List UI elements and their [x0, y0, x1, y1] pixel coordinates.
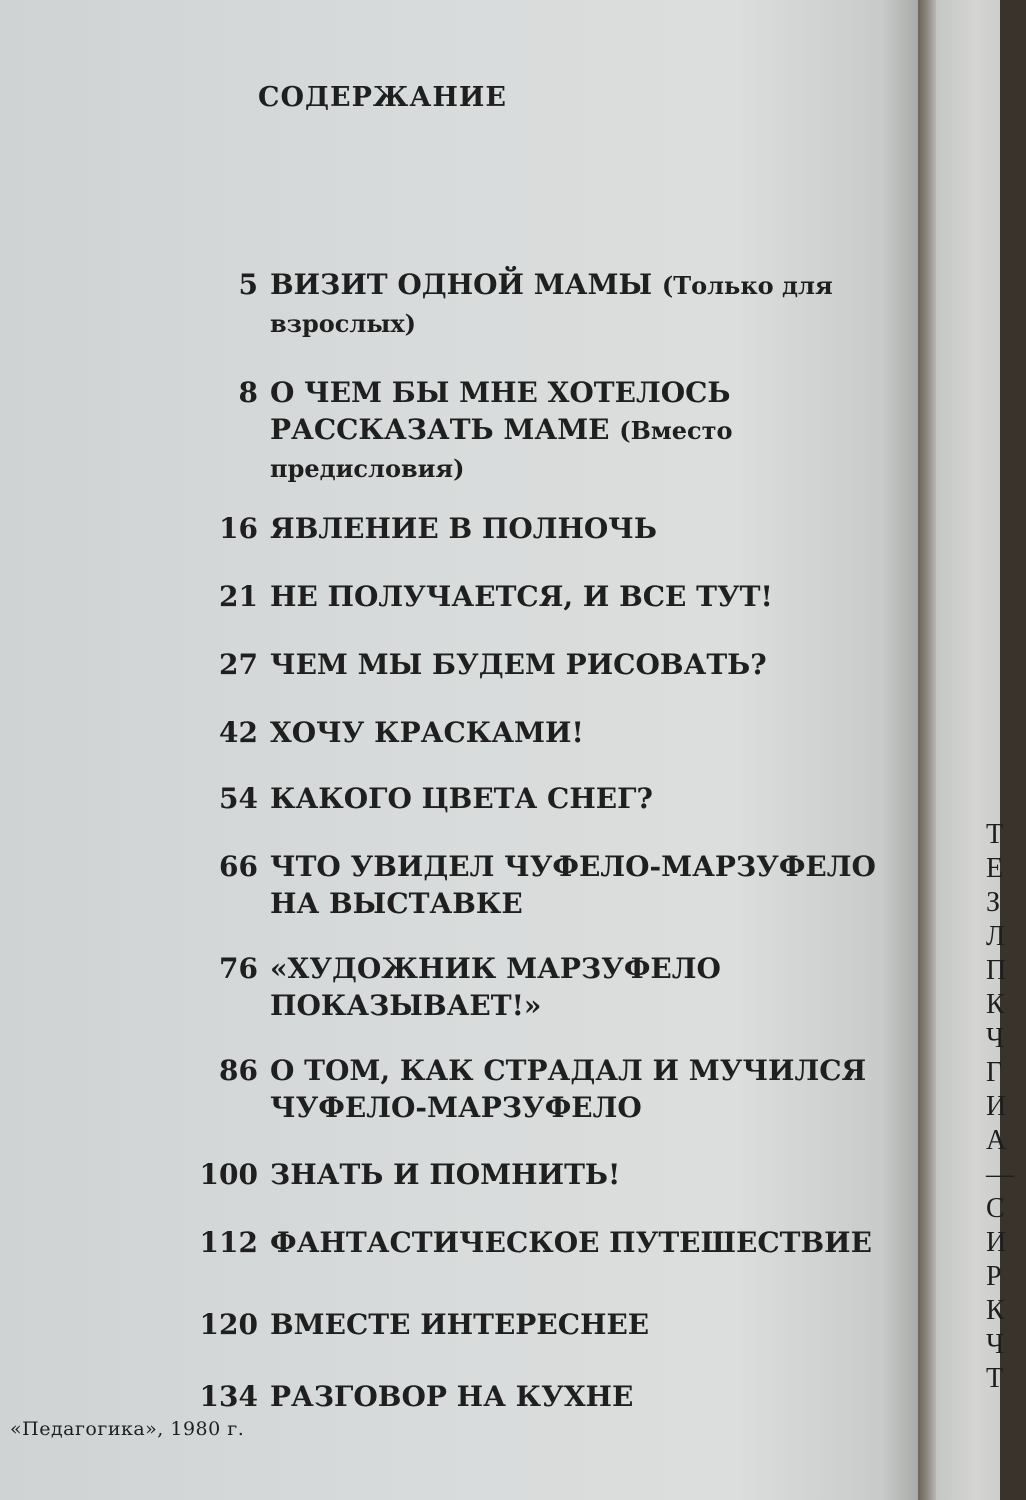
toc-page-number: 112 — [199, 1226, 258, 1259]
toc-entry — [190, 510, 880, 547]
facing-page-letter: Л — [986, 921, 1005, 952]
toc-title: НЕ ПОЛУЧАЕТСЯ, И ВСЕ ТУТ! — [270, 580, 773, 613]
toc-page-number: 120 — [199, 1308, 258, 1341]
toc-title: ФАНТАСТИЧЕСКОЕ ПУТЕШЕСТВИЕ — [270, 1226, 872, 1259]
facing-page-letter: И — [986, 1091, 1007, 1122]
facing-page-letter: Ч — [986, 1329, 1005, 1360]
page-title: СОДЕРЖАНИЕ — [258, 82, 507, 113]
facing-page-text — [986, 818, 1026, 1396]
toc-title: ЧЕМ МЫ БУДЕМ РИСОВАТЬ? — [270, 648, 767, 681]
toc-page-number: 16 — [219, 512, 258, 545]
toc-entry — [190, 1306, 880, 1343]
toc-entry — [190, 950, 880, 1024]
toc-title: О ТОМ, КАК СТРАДАЛ И МУЧИЛСЯ ЧУФЕЛО-МАРЗУФЕЛО — [270, 1054, 867, 1124]
facing-page-letter: К — [986, 989, 1005, 1020]
toc-entry — [190, 714, 880, 751]
toc-title: «ХУДОЖНИК МАРЗУФЕЛО ПОКАЗЫВАЕТ!» — [270, 952, 721, 1022]
facing-page-letter: З — [986, 887, 1001, 918]
toc-entry — [190, 780, 880, 817]
toc-entry — [190, 266, 880, 342]
toc-page-number: 76 — [219, 952, 258, 985]
facing-page-letter: Т — [986, 819, 1004, 850]
book-gutter — [918, 0, 936, 1500]
facing-page-letter: Т — [986, 1363, 1004, 1394]
toc-entry — [190, 848, 880, 922]
facing-page-letter: Р — [986, 1261, 1002, 1292]
toc-title: ЯВЛЕНИЕ В ПОЛНОЧЬ — [270, 512, 657, 545]
toc-page-number: 86 — [219, 1054, 258, 1087]
toc-page-number: 54 — [219, 782, 258, 815]
toc-entry — [190, 1224, 880, 1261]
facing-page-letter: П — [986, 955, 1007, 986]
toc-entry — [190, 578, 880, 615]
toc-page-number: 21 — [219, 580, 258, 613]
toc-page-number: 8 — [238, 376, 258, 409]
toc-title: О ЧЕМ БЫ МНЕ ХОТЕЛОСЬ РАССКАЗАТЬ МАМЕ (Вместо предисловия) — [270, 376, 733, 483]
toc-page-number: 5 — [238, 268, 258, 301]
toc-page-number: 66 — [219, 850, 258, 883]
toc-title: ЗНАТЬ И ПОМНИТЬ! — [270, 1158, 621, 1191]
toc-entry — [190, 1378, 880, 1415]
toc-entry — [190, 1156, 880, 1193]
toc-title: ХОЧУ КРАСКАМИ! — [270, 716, 584, 749]
facing-page-letter: И — [986, 1227, 1007, 1258]
publisher-imprint: «Педагогика», 1980 г. — [10, 1418, 245, 1440]
toc-page-number: 100 — [199, 1158, 258, 1191]
facing-page-letter: Ч — [986, 1023, 1005, 1054]
facing-page-letter: Е — [986, 853, 1004, 884]
toc-entry — [190, 646, 880, 683]
toc-page-number: 134 — [199, 1380, 258, 1413]
toc-entry — [190, 1052, 880, 1126]
toc-title: ЧТО УВИДЕЛ ЧУФЕЛО-МАРЗУФЕЛО НА ВЫСТАВКЕ — [270, 850, 876, 920]
facing-page-letter: — — [986, 1159, 1014, 1190]
toc-entry — [190, 374, 880, 487]
facing-page-letter: А — [986, 1125, 1007, 1156]
book-page-right — [936, 0, 1014, 1500]
toc-title: РАЗГОВОР НА КУХНЕ — [270, 1380, 634, 1413]
toc-page-number: 42 — [219, 716, 258, 749]
facing-page-letter: Г — [986, 1057, 1003, 1088]
toc-title: ВМЕСТЕ ИНТЕРЕСНЕЕ — [270, 1308, 650, 1341]
toc-page-number: 27 — [219, 648, 258, 681]
facing-page-letter: К — [986, 1295, 1005, 1326]
toc-title: КАКОГО ЦВЕТА СНЕГ? — [270, 782, 653, 815]
toc-title: ВИЗИТ ОДНОЙ МАМЫ (Только для взрослых) — [270, 268, 833, 338]
facing-page-letter: С — [986, 1193, 1005, 1224]
